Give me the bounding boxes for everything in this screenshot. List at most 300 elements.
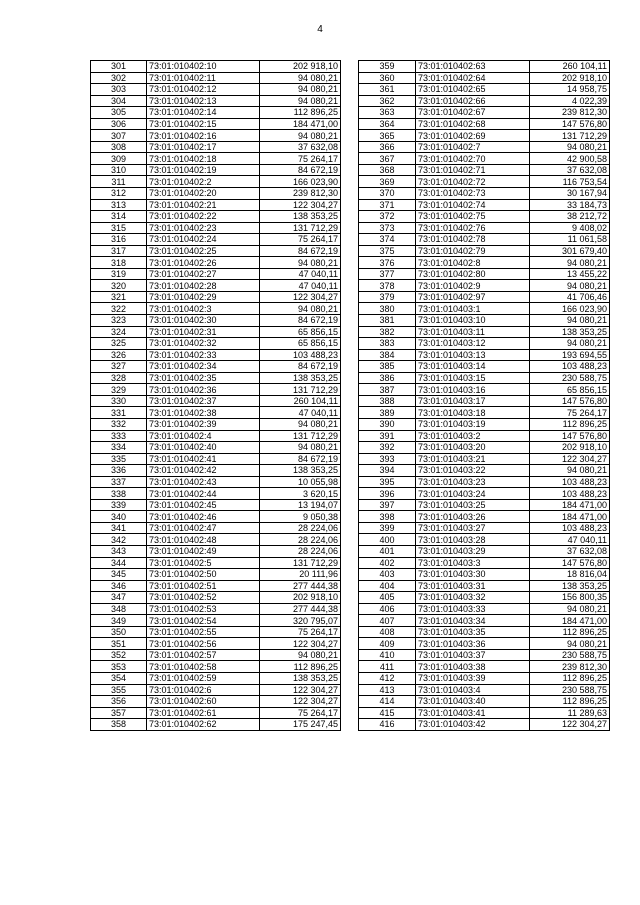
- cadastral-value-cell: 103 488,23: [260, 349, 341, 361]
- row-number-cell: 383: [359, 338, 416, 350]
- table-row: [359, 545, 610, 557]
- cadastral-number-cell: 73:01:010402:21: [147, 199, 260, 211]
- table-row: [91, 684, 341, 696]
- cadastral-value-cell: 75 264,17: [260, 626, 341, 638]
- cadastral-value-cell: 28 224,06: [260, 534, 341, 546]
- table-row: [359, 465, 610, 477]
- cadastral-number-cell: 73:01:010402:40: [147, 442, 260, 454]
- cadastral-number-cell: 73:01:010403:17: [416, 395, 530, 407]
- table-row: [359, 141, 610, 153]
- cadastral-value-cell: 260 104,11: [530, 61, 610, 73]
- table-row: [91, 707, 341, 719]
- page-number: 4: [317, 24, 323, 35]
- table-row: [359, 569, 610, 581]
- cadastral-number-cell: 73:01:010402:11: [147, 72, 260, 84]
- row-number-cell: 370: [359, 188, 416, 200]
- table-row: [359, 188, 610, 200]
- cadastral-value-cell: 239 812,30: [260, 188, 341, 200]
- table-row: [359, 430, 610, 442]
- cadastral-number-cell: 73:01:010402:62: [147, 719, 260, 731]
- row-number-cell: 361: [359, 84, 416, 96]
- cadastral-value-cell: 13 455,22: [530, 268, 610, 280]
- cadastral-value-cell: 103 488,23: [530, 361, 610, 373]
- row-number-cell: 399: [359, 522, 416, 534]
- cadastral-number-cell: 73:01:010402:41: [147, 453, 260, 465]
- cadastral-number-cell: 73:01:010402:8: [416, 257, 530, 269]
- table-row: [359, 453, 610, 465]
- table-row: [359, 164, 610, 176]
- cadastral-number-cell: 73:01:010402:7: [416, 141, 530, 153]
- table-row: [359, 361, 610, 373]
- row-number-cell: 384: [359, 349, 416, 361]
- cadastral-number-cell: 73:01:010402:27: [147, 268, 260, 280]
- table-row: [91, 476, 341, 488]
- cadastral-value-cell: 3 620,15: [260, 488, 341, 500]
- table-row: [91, 626, 341, 638]
- cadastral-value-cell: 42 900,58: [530, 153, 610, 165]
- table-row: [91, 418, 341, 430]
- cadastral-value-cell: 122 304,27: [260, 684, 341, 696]
- cadastral-value-cell: 9 050,38: [260, 511, 341, 523]
- table-row: [91, 395, 341, 407]
- table-row: [359, 522, 610, 534]
- row-number-cell: 408: [359, 626, 416, 638]
- table-row: [359, 95, 610, 107]
- table-row: [359, 315, 610, 327]
- cadastral-value-cell: 47 040,11: [530, 534, 610, 546]
- cadastral-number-cell: 73:01:010403:16: [416, 384, 530, 396]
- cadastral-number-cell: 73:01:010402:31: [147, 326, 260, 338]
- table-row: [359, 222, 610, 234]
- row-number-cell: 360: [359, 72, 416, 84]
- cadastral-number-cell: 73:01:010403:23: [416, 476, 530, 488]
- table-row: [359, 349, 610, 361]
- cadastral-value-cell: 28 224,06: [260, 522, 341, 534]
- cadastral-number-cell: 73:01:010402:39: [147, 418, 260, 430]
- cadastral-number-cell: 73:01:010402:67: [416, 107, 530, 119]
- cadastral-number-cell: 73:01:010402:33: [147, 349, 260, 361]
- table-row: [359, 626, 610, 638]
- row-number-cell: 359: [359, 61, 416, 73]
- cadastral-number-cell: 73:01:010402:28: [147, 280, 260, 292]
- cadastral-value-cell: 202 918,10: [260, 61, 341, 73]
- table-row: [91, 430, 341, 442]
- table-row: [91, 580, 341, 592]
- row-number-cell: 333: [91, 430, 147, 442]
- cadastral-value-cell: 277 444,38: [260, 603, 341, 615]
- row-number-cell: 334: [91, 442, 147, 454]
- cadastral-number-cell: 73:01:010403:30: [416, 569, 530, 581]
- row-number-cell: 415: [359, 707, 416, 719]
- cadastral-value-cell: 37 632,08: [260, 141, 341, 153]
- table-row: [91, 118, 341, 130]
- cadastral-value-cell: 131 712,29: [530, 130, 610, 142]
- row-number-cell: 338: [91, 488, 147, 500]
- cadastral-number-cell: 73:01:010402:59: [147, 672, 260, 684]
- table-row: [359, 107, 610, 119]
- table-row: [359, 557, 610, 569]
- cadastral-number-cell: 73:01:010403:14: [416, 361, 530, 373]
- row-number-cell: 312: [91, 188, 147, 200]
- cadastral-number-cell: 73:01:010402:12: [147, 84, 260, 96]
- cadastral-value-cell: 103 488,23: [530, 488, 610, 500]
- cadastral-number-cell: 73:01:010402:46: [147, 511, 260, 523]
- cadastral-number-cell: 73:01:010403:33: [416, 603, 530, 615]
- table-row: [91, 603, 341, 615]
- row-number-cell: 411: [359, 661, 416, 673]
- cadastral-number-cell: 73:01:010402:42: [147, 465, 260, 477]
- cadastral-number-cell: 73:01:010403:29: [416, 545, 530, 557]
- table-row: [91, 326, 341, 338]
- table-row: [359, 199, 610, 211]
- cadastral-value-cell: 37 632,08: [530, 164, 610, 176]
- cadastral-value-cell: 230 588,75: [530, 372, 610, 384]
- row-number-cell: 319: [91, 268, 147, 280]
- cadastral-number-cell: 73:01:010402:60: [147, 696, 260, 708]
- cadastral-value-cell: 4 022,39: [530, 95, 610, 107]
- table-row: [359, 672, 610, 684]
- cadastral-number-cell: 73:01:010402:50: [147, 569, 260, 581]
- cadastral-value-cell: 94 080,21: [530, 638, 610, 650]
- cadastral-number-cell: 73:01:010402:15: [147, 118, 260, 130]
- cadastral-value-cell: 138 353,25: [260, 465, 341, 477]
- cadastral-number-cell: 73:01:010402:63: [416, 61, 530, 73]
- table-row: [359, 326, 610, 338]
- row-number-cell: 323: [91, 315, 147, 327]
- cadastral-value-cell: 193 694,55: [530, 349, 610, 361]
- row-number-cell: 347: [91, 592, 147, 604]
- cadastral-number-cell: 73:01:010403:2: [416, 430, 530, 442]
- cadastral-value-cell: 184 471,00: [530, 499, 610, 511]
- cadastral-number-cell: 73:01:010402:22: [147, 211, 260, 223]
- table-row: [359, 280, 610, 292]
- cadastral-number-cell: 73:01:010402:6: [147, 684, 260, 696]
- cadastral-value-cell: 94 080,21: [260, 84, 341, 96]
- table-row: [359, 338, 610, 350]
- row-number-cell: 358: [91, 719, 147, 731]
- row-number-cell: 303: [91, 84, 147, 96]
- cadastral-value-cell: 65 856,15: [260, 338, 341, 350]
- row-number-cell: 356: [91, 696, 147, 708]
- cadastral-number-cell: 73:01:010403:40: [416, 696, 530, 708]
- cadastral-number-cell: 73:01:010402:47: [147, 522, 260, 534]
- row-number-cell: 305: [91, 107, 147, 119]
- table-row: [359, 592, 610, 604]
- cadastral-value-cell: 33 184,73: [530, 199, 610, 211]
- cadastral-value-cell: 11 061,58: [530, 234, 610, 246]
- row-number-cell: 315: [91, 222, 147, 234]
- cadastral-value-cell: 10 055,98: [260, 476, 341, 488]
- cadastral-value-cell: 75 264,17: [260, 234, 341, 246]
- table-row: [359, 603, 610, 615]
- table-row: [359, 580, 610, 592]
- cadastral-value-cell: 47 040,11: [260, 407, 341, 419]
- cadastral-value-cell: 94 080,21: [260, 72, 341, 84]
- cadastral-number-cell: 73:01:010402:48: [147, 534, 260, 546]
- cadastral-number-cell: 73:01:010403:15: [416, 372, 530, 384]
- row-number-cell: 388: [359, 395, 416, 407]
- table-row: [91, 188, 341, 200]
- cadastral-number-cell: 73:01:010402:20: [147, 188, 260, 200]
- cadastral-number-cell: 73:01:010403:24: [416, 488, 530, 500]
- cadastral-value-cell: 138 353,25: [530, 580, 610, 592]
- cadastral-number-cell: 73:01:010402:2: [147, 176, 260, 188]
- cadastral-value-cell: 47 040,11: [260, 280, 341, 292]
- cadastral-number-cell: 73:01:010402:17: [147, 141, 260, 153]
- cadastral-number-cell: 73:01:010402:56: [147, 638, 260, 650]
- cadastral-value-cell: 84 672,19: [260, 361, 341, 373]
- row-number-cell: 362: [359, 95, 416, 107]
- table-row: [91, 349, 341, 361]
- cadastral-value-cell: 239 812,30: [530, 107, 610, 119]
- row-number-cell: 306: [91, 118, 147, 130]
- cadastral-number-cell: 73:01:010403:38: [416, 661, 530, 673]
- row-number-cell: 310: [91, 164, 147, 176]
- cadastral-value-cell: 47 040,11: [260, 268, 341, 280]
- cadastral-value-cell: 202 918,10: [260, 592, 341, 604]
- cadastral-value-cell: 184 471,00: [260, 118, 341, 130]
- table-row: [359, 488, 610, 500]
- table-row: [91, 280, 341, 292]
- cadastral-number-cell: 73:01:010402:26: [147, 257, 260, 269]
- cadastral-number-cell: 73:01:010403:27: [416, 522, 530, 534]
- cadastral-value-cell: 301 679,40: [530, 245, 610, 257]
- cadastral-value-cell: 175 247,45: [260, 719, 341, 731]
- row-number-cell: 396: [359, 488, 416, 500]
- row-number-cell: 416: [359, 719, 416, 731]
- cadastral-value-cell: 147 576,80: [530, 395, 610, 407]
- cadastral-value-cell: 94 080,21: [260, 442, 341, 454]
- cadastral-value-cell: 94 080,21: [530, 315, 610, 327]
- cadastral-value-cell: 131 712,29: [260, 557, 341, 569]
- cadastral-value-cell: 94 080,21: [530, 257, 610, 269]
- row-number-cell: 344: [91, 557, 147, 569]
- cadastral-value-cell: 230 588,75: [530, 684, 610, 696]
- cadastral-number-cell: 73:01:010403:21: [416, 453, 530, 465]
- row-number-cell: 376: [359, 257, 416, 269]
- cadastral-value-cell: 138 353,25: [260, 372, 341, 384]
- cadastral-value-cell: 94 080,21: [260, 649, 341, 661]
- row-number-cell: 394: [359, 465, 416, 477]
- cadastral-value-cell: 94 080,21: [260, 418, 341, 430]
- cadastral-value-cell: 84 672,19: [260, 245, 341, 257]
- cadastral-value-cell: 138 353,25: [260, 672, 341, 684]
- cadastral-number-cell: 73:01:010402:49: [147, 545, 260, 557]
- table-row: [359, 384, 610, 396]
- row-number-cell: 317: [91, 245, 147, 257]
- cadastral-value-cell: 14 958,75: [530, 84, 610, 96]
- cadastral-number-cell: 73:01:010402:79: [416, 245, 530, 257]
- cadastral-value-cell: 230 588,75: [530, 649, 610, 661]
- table-row: [91, 372, 341, 384]
- cadastral-value-cell: 20 111,96: [260, 569, 341, 581]
- cadastral-value-cell: 11 289,63: [530, 707, 610, 719]
- row-number-cell: 308: [91, 141, 147, 153]
- table-row: [91, 130, 341, 142]
- cadastral-number-cell: 73:01:010402:18: [147, 153, 260, 165]
- register-table-left: [90, 60, 341, 731]
- row-number-cell: 368: [359, 164, 416, 176]
- table-row: [359, 268, 610, 280]
- row-number-cell: 324: [91, 326, 147, 338]
- table-row: [91, 719, 341, 731]
- table-row: [359, 719, 610, 731]
- cadastral-number-cell: 73:01:010403:32: [416, 592, 530, 604]
- cadastral-number-cell: 73:01:010402:65: [416, 84, 530, 96]
- table-row: [359, 696, 610, 708]
- cadastral-value-cell: 9 408,02: [530, 222, 610, 234]
- row-number-cell: 365: [359, 130, 416, 142]
- cadastral-number-cell: 73:01:010402:10: [147, 61, 260, 73]
- table-row: [91, 303, 341, 315]
- cadastral-number-cell: 73:01:010402:23: [147, 222, 260, 234]
- cadastral-number-cell: 73:01:010402:76: [416, 222, 530, 234]
- row-number-cell: 343: [91, 545, 147, 557]
- row-number-cell: 406: [359, 603, 416, 615]
- table-row: [359, 395, 610, 407]
- table-row: [91, 199, 341, 211]
- row-number-cell: 325: [91, 338, 147, 350]
- cadastral-value-cell: 94 080,21: [530, 280, 610, 292]
- cadastral-value-cell: 112 896,25: [260, 661, 341, 673]
- row-number-cell: 412: [359, 672, 416, 684]
- cadastral-value-cell: 94 080,21: [530, 338, 610, 350]
- row-number-cell: 372: [359, 211, 416, 223]
- row-number-cell: 332: [91, 418, 147, 430]
- row-number-cell: 328: [91, 372, 147, 384]
- row-number-cell: 395: [359, 476, 416, 488]
- cadastral-value-cell: 166 023,90: [530, 303, 610, 315]
- table-row: [91, 569, 341, 581]
- row-number-cell: 385: [359, 361, 416, 373]
- cadastral-number-cell: 73:01:010402:71: [416, 164, 530, 176]
- row-number-cell: 387: [359, 384, 416, 396]
- table-row: [91, 153, 341, 165]
- table-row: [91, 638, 341, 650]
- cadastral-number-cell: 73:01:010402:34: [147, 361, 260, 373]
- table-row: [91, 442, 341, 454]
- row-number-cell: 346: [91, 580, 147, 592]
- row-number-cell: 339: [91, 499, 147, 511]
- cadastral-value-cell: 122 304,27: [260, 199, 341, 211]
- row-number-cell: 307: [91, 130, 147, 142]
- table-row: [91, 222, 341, 234]
- row-number-cell: 374: [359, 234, 416, 246]
- cadastral-value-cell: 147 576,80: [530, 557, 610, 569]
- table-row: [359, 245, 610, 257]
- row-number-cell: 318: [91, 257, 147, 269]
- cadastral-value-cell: 131 712,29: [260, 430, 341, 442]
- table-row: [91, 315, 341, 327]
- row-number-cell: 331: [91, 407, 147, 419]
- row-number-cell: 409: [359, 638, 416, 650]
- row-number-cell: 380: [359, 303, 416, 315]
- cadastral-value-cell: 65 856,15: [530, 384, 610, 396]
- row-number-cell: 413: [359, 684, 416, 696]
- table-row: [91, 361, 341, 373]
- cadastral-value-cell: 156 800,35: [530, 592, 610, 604]
- row-number-cell: 302: [91, 72, 147, 84]
- cadastral-number-cell: 73:01:010403:12: [416, 338, 530, 350]
- row-number-cell: 364: [359, 118, 416, 130]
- cadastral-value-cell: 122 304,27: [260, 696, 341, 708]
- cadastral-number-cell: 73:01:010403:19: [416, 418, 530, 430]
- cadastral-number-cell: 73:01:010402:36: [147, 384, 260, 396]
- table-row: [91, 245, 341, 257]
- cadastral-number-cell: 73:01:010402:66: [416, 95, 530, 107]
- cadastral-number-cell: 73:01:010403:42: [416, 719, 530, 731]
- table-row: [91, 696, 341, 708]
- cadastral-value-cell: 277 444,38: [260, 580, 341, 592]
- row-number-cell: 386: [359, 372, 416, 384]
- cadastral-number-cell: 73:01:010403:1: [416, 303, 530, 315]
- cadastral-number-cell: 73:01:010402:58: [147, 661, 260, 673]
- cadastral-number-cell: 73:01:010402:51: [147, 580, 260, 592]
- row-number-cell: 354: [91, 672, 147, 684]
- cadastral-number-cell: 73:01:010403:25: [416, 499, 530, 511]
- table-row: [91, 545, 341, 557]
- table-row: [91, 211, 341, 223]
- cadastral-number-cell: 73:01:010402:14: [147, 107, 260, 119]
- cadastral-number-cell: 73:01:010403:20: [416, 442, 530, 454]
- cadastral-value-cell: 84 672,19: [260, 315, 341, 327]
- cadastral-number-cell: 73:01:010402:80: [416, 268, 530, 280]
- cadastral-value-cell: 28 224,06: [260, 545, 341, 557]
- row-number-cell: 357: [91, 707, 147, 719]
- table-row: [91, 534, 341, 546]
- row-number-cell: 402: [359, 557, 416, 569]
- cadastral-number-cell: 73:01:010402:13: [147, 95, 260, 107]
- row-number-cell: 327: [91, 361, 147, 373]
- table-row: [91, 338, 341, 350]
- cadastral-number-cell: 73:01:010402:70: [416, 153, 530, 165]
- table-row: [91, 522, 341, 534]
- table-row: [91, 557, 341, 569]
- table-row: [359, 511, 610, 523]
- cadastral-number-cell: 73:01:010402:38: [147, 407, 260, 419]
- cadastral-value-cell: 30 167,94: [530, 188, 610, 200]
- row-number-cell: 389: [359, 407, 416, 419]
- table-row: [91, 164, 341, 176]
- table-row: [359, 303, 610, 315]
- row-number-cell: 371: [359, 199, 416, 211]
- cadastral-number-cell: 73:01:010402:29: [147, 291, 260, 303]
- table-row: [359, 61, 610, 73]
- row-number-cell: 314: [91, 211, 147, 223]
- cadastral-value-cell: 103 488,23: [530, 522, 610, 534]
- row-number-cell: 348: [91, 603, 147, 615]
- cadastral-value-cell: 94 080,21: [530, 141, 610, 153]
- table-row: [91, 176, 341, 188]
- row-number-cell: 363: [359, 107, 416, 119]
- cadastral-number-cell: 73:01:010403:36: [416, 638, 530, 650]
- table-row: [359, 638, 610, 650]
- cadastral-value-cell: 184 471,00: [530, 511, 610, 523]
- cadastral-value-cell: 103 488,23: [530, 476, 610, 488]
- row-number-cell: 342: [91, 534, 147, 546]
- cadastral-number-cell: 73:01:010402:3: [147, 303, 260, 315]
- table-row: [91, 268, 341, 280]
- cadastral-number-cell: 73:01:010403:31: [416, 580, 530, 592]
- cadastral-number-cell: 73:01:010403:39: [416, 672, 530, 684]
- cadastral-number-cell: 73:01:010403:4: [416, 684, 530, 696]
- table-row: [359, 707, 610, 719]
- table-row: [359, 372, 610, 384]
- cadastral-number-cell: 73:01:010402:45: [147, 499, 260, 511]
- cadastral-number-cell: 73:01:010403:34: [416, 615, 530, 627]
- cadastral-value-cell: 13 194,07: [260, 499, 341, 511]
- table-row: [359, 118, 610, 130]
